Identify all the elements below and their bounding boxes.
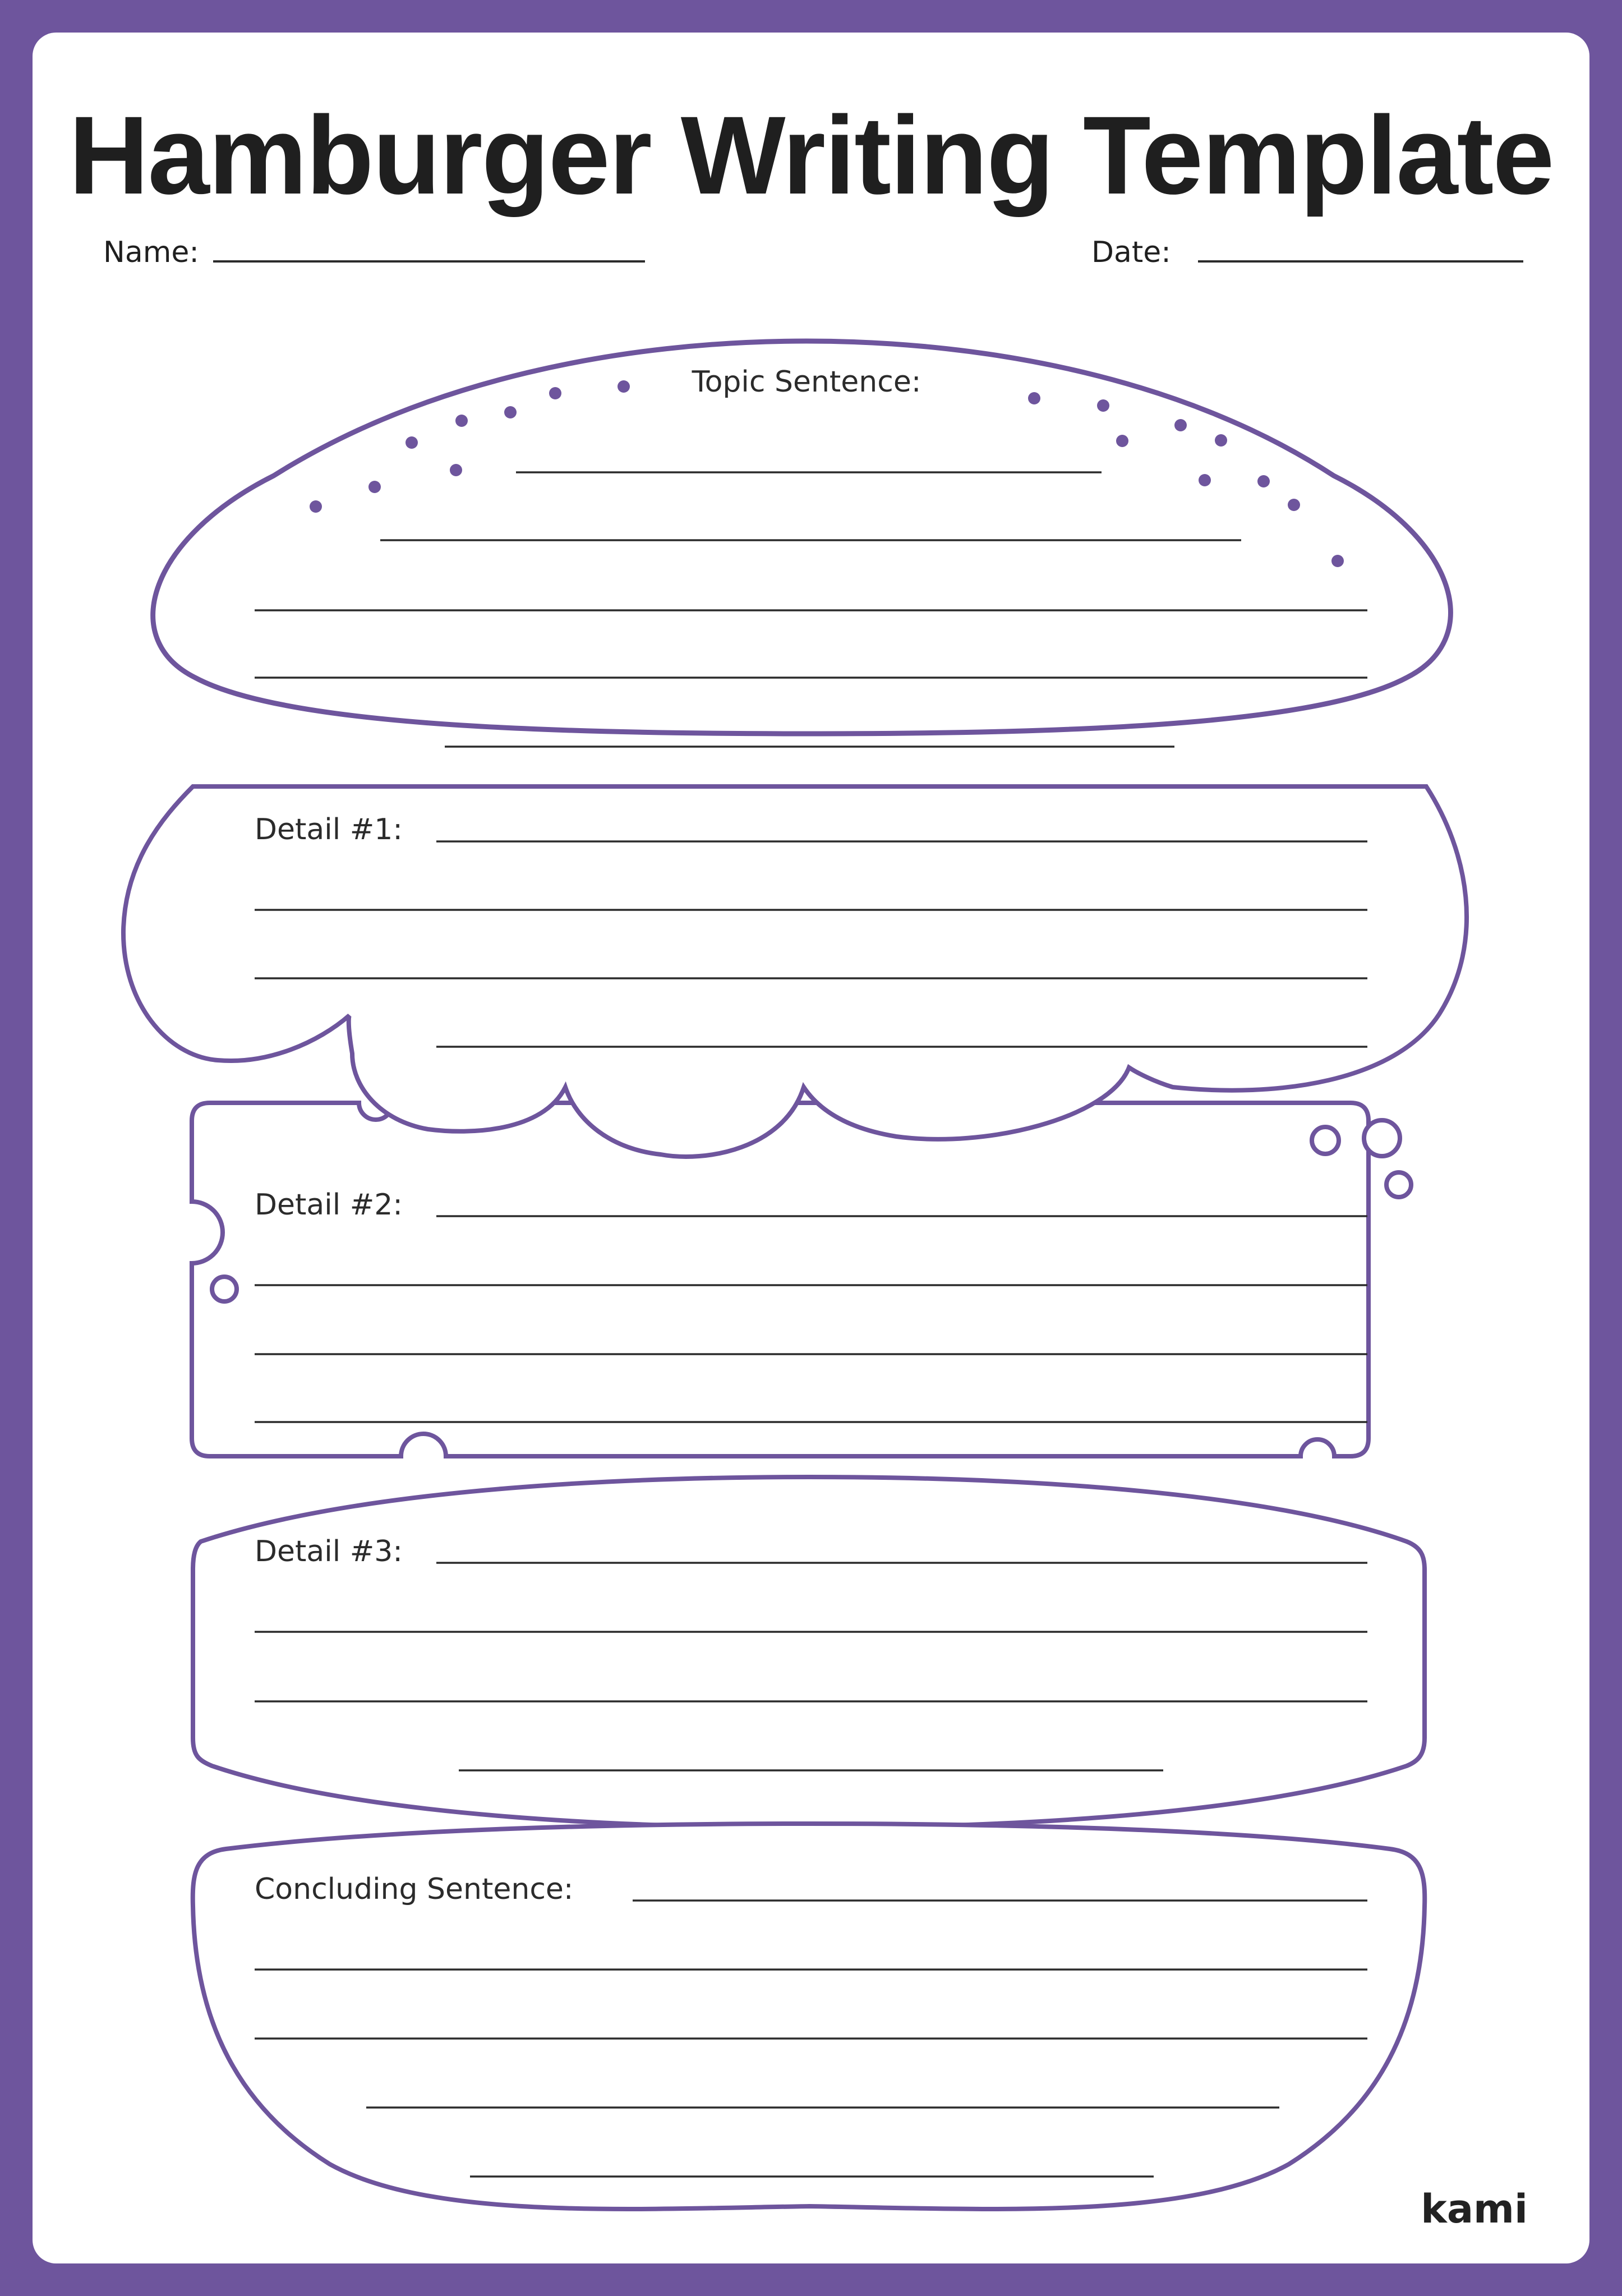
page-title: Hamburger Writing Template xyxy=(68,93,1554,217)
detail-3-label: Detail #3: xyxy=(255,1535,403,1568)
patty-layer xyxy=(193,1477,1425,1828)
cheese-slice xyxy=(192,1103,1411,1456)
date-label: Date: xyxy=(1091,236,1171,269)
cheese-outline xyxy=(192,1103,1368,1456)
bottom-bun xyxy=(193,1824,1425,2209)
topic-sentence-label: Topic Sentence: xyxy=(692,365,921,399)
top-bun-outline xyxy=(153,341,1451,734)
hamburger-diagram xyxy=(33,33,1589,2263)
detail-1-label: Detail #1: xyxy=(255,813,403,846)
top-bun xyxy=(153,341,1451,747)
name-label: Name: xyxy=(103,236,199,269)
patty-outline xyxy=(193,1477,1425,1828)
concluding-sentence-label: Concluding Sentence: xyxy=(255,1872,574,1906)
detail-2-label: Detail #2: xyxy=(255,1188,403,1222)
kami-logo: kami xyxy=(1421,2186,1528,2232)
worksheet-page xyxy=(33,33,1589,2263)
